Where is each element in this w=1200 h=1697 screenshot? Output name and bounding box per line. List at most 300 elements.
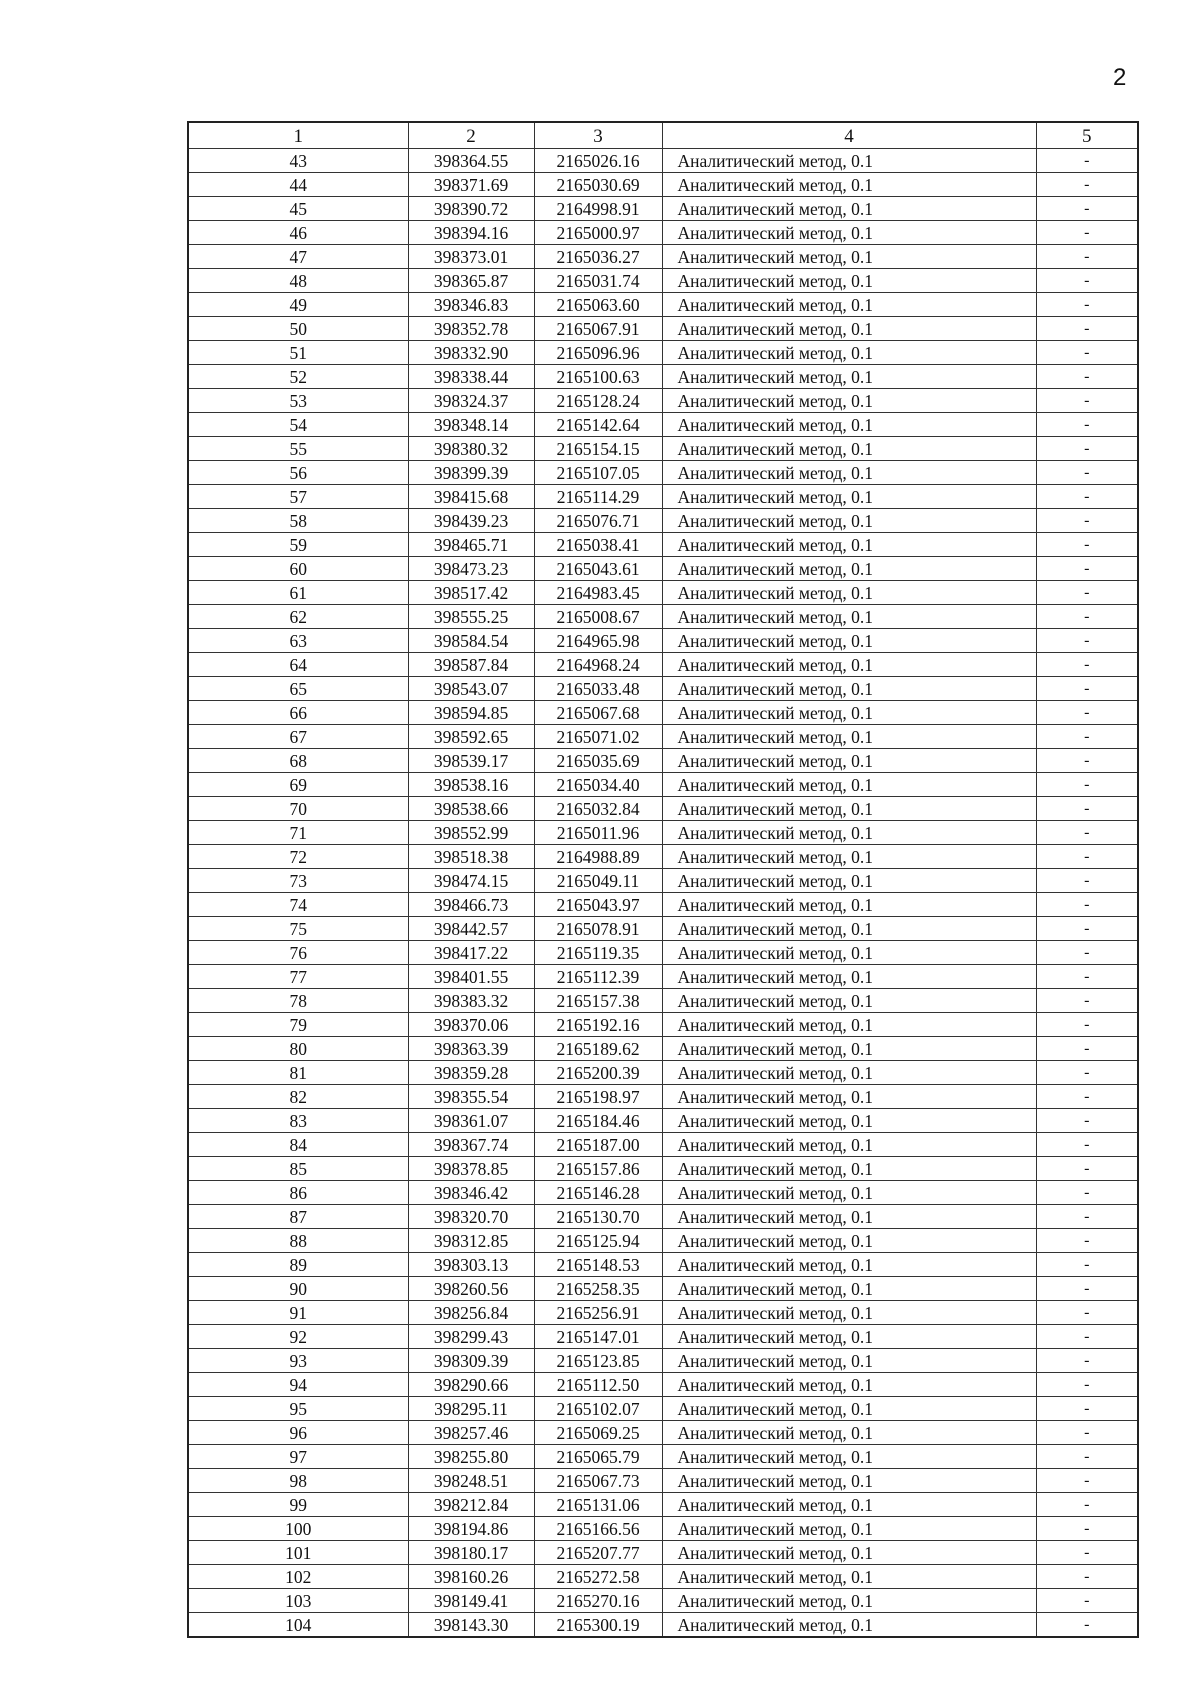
method-cell: Аналитический метод, 0.1: [662, 701, 1036, 725]
x-coordinate-cell: 398394.16: [408, 221, 534, 245]
method-cell: Аналитический метод, 0.1: [662, 581, 1036, 605]
y-coordinate-cell: 2165000.97: [534, 221, 662, 245]
method-cell: Аналитический метод, 0.1: [662, 749, 1036, 773]
note-cell: -: [1036, 341, 1138, 365]
x-coordinate-cell: 398143.30: [408, 1613, 534, 1638]
point-number-cell: 49: [188, 293, 408, 317]
note-cell: -: [1036, 221, 1138, 245]
x-coordinate-cell: 398290.66: [408, 1373, 534, 1397]
note-cell: -: [1036, 1445, 1138, 1469]
note-cell: -: [1036, 821, 1138, 845]
table-row: [188, 941, 1138, 965]
method-cell: Аналитический метод, 0.1: [662, 1109, 1036, 1133]
table-row: [188, 1181, 1138, 1205]
note-cell: -: [1036, 1469, 1138, 1493]
table-row: [188, 1613, 1138, 1638]
point-number-cell: 85: [188, 1157, 408, 1181]
x-coordinate-cell: 398594.85: [408, 701, 534, 725]
table-row: [188, 1517, 1138, 1541]
x-coordinate-cell: 398592.65: [408, 725, 534, 749]
table-row: [188, 773, 1138, 797]
point-number-cell: 87: [188, 1205, 408, 1229]
y-coordinate-cell: 2165192.16: [534, 1013, 662, 1037]
point-number-cell: 61: [188, 581, 408, 605]
table-row: [188, 1349, 1138, 1373]
x-coordinate-cell: 398371.69: [408, 173, 534, 197]
x-coordinate-cell: 398361.07: [408, 1109, 534, 1133]
method-cell: Аналитический метод, 0.1: [662, 389, 1036, 413]
x-coordinate-cell: 398584.54: [408, 629, 534, 653]
method-cell: Аналитический метод, 0.1: [662, 1373, 1036, 1397]
note-cell: -: [1036, 797, 1138, 821]
table-row: [188, 581, 1138, 605]
x-coordinate-cell: 398355.54: [408, 1085, 534, 1109]
x-coordinate-cell: 398338.44: [408, 365, 534, 389]
note-cell: -: [1036, 1133, 1138, 1157]
point-number-cell: 89: [188, 1253, 408, 1277]
method-cell: Аналитический метод, 0.1: [662, 821, 1036, 845]
x-coordinate-cell: 398473.23: [408, 557, 534, 581]
table-row: [188, 533, 1138, 557]
method-cell: Аналитический метод, 0.1: [662, 1565, 1036, 1589]
point-number-cell: 103: [188, 1589, 408, 1613]
point-number-cell: 95: [188, 1397, 408, 1421]
y-coordinate-cell: 2165300.19: [534, 1613, 662, 1638]
method-cell: Аналитический метод, 0.1: [662, 197, 1036, 221]
y-coordinate-cell: 2165011.96: [534, 821, 662, 845]
note-cell: -: [1036, 1517, 1138, 1541]
y-coordinate-cell: 2165207.77: [534, 1541, 662, 1565]
point-number-cell: 98: [188, 1469, 408, 1493]
x-coordinate-cell: 398466.73: [408, 893, 534, 917]
table-row: [188, 1325, 1138, 1349]
method-cell: Аналитический метод, 0.1: [662, 1085, 1036, 1109]
method-cell: Аналитический метод, 0.1: [662, 797, 1036, 821]
y-coordinate-cell: 2165031.74: [534, 269, 662, 293]
y-coordinate-cell: 2165131.06: [534, 1493, 662, 1517]
y-coordinate-cell: 2165033.48: [534, 677, 662, 701]
table-row: [188, 509, 1138, 533]
y-coordinate-cell: 2165100.63: [534, 365, 662, 389]
method-cell: Аналитический метод, 0.1: [662, 1061, 1036, 1085]
y-coordinate-cell: 2165256.91: [534, 1301, 662, 1325]
note-cell: -: [1036, 245, 1138, 269]
note-cell: -: [1036, 1541, 1138, 1565]
table-header: [188, 122, 1138, 149]
method-cell: Аналитический метод, 0.1: [662, 149, 1036, 173]
y-coordinate-cell: 2165272.58: [534, 1565, 662, 1589]
point-number-cell: 68: [188, 749, 408, 773]
point-number-cell: 82: [188, 1085, 408, 1109]
table-row: [188, 389, 1138, 413]
table-row: [188, 701, 1138, 725]
x-coordinate-cell: 398295.11: [408, 1397, 534, 1421]
point-number-cell: 55: [188, 437, 408, 461]
point-number-cell: 99: [188, 1493, 408, 1517]
point-number-cell: 58: [188, 509, 408, 533]
point-number-cell: 62: [188, 605, 408, 629]
point-number-cell: 91: [188, 1301, 408, 1325]
point-number-cell: 78: [188, 989, 408, 1013]
x-coordinate-cell: 398370.06: [408, 1013, 534, 1037]
method-cell: Аналитический метод, 0.1: [662, 1397, 1036, 1421]
note-cell: -: [1036, 437, 1138, 461]
point-number-cell: 44: [188, 173, 408, 197]
note-cell: -: [1036, 149, 1138, 173]
point-number-cell: 65: [188, 677, 408, 701]
table-row: [188, 1589, 1138, 1613]
method-cell: Аналитический метод, 0.1: [662, 869, 1036, 893]
method-cell: Аналитический метод, 0.1: [662, 1493, 1036, 1517]
table-row: [188, 293, 1138, 317]
note-cell: -: [1036, 869, 1138, 893]
x-coordinate-cell: 398346.83: [408, 293, 534, 317]
note-cell: -: [1036, 1613, 1138, 1638]
table-row: [188, 245, 1138, 269]
note-cell: -: [1036, 293, 1138, 317]
table-row: [188, 797, 1138, 821]
x-coordinate-cell: 398465.71: [408, 533, 534, 557]
x-coordinate-cell: 398517.42: [408, 581, 534, 605]
note-cell: -: [1036, 1229, 1138, 1253]
y-coordinate-cell: 2165038.41: [534, 533, 662, 557]
method-cell: Аналитический метод, 0.1: [662, 485, 1036, 509]
x-coordinate-cell: 398380.32: [408, 437, 534, 461]
note-cell: -: [1036, 413, 1138, 437]
point-number-cell: 60: [188, 557, 408, 581]
method-cell: Аналитический метод, 0.1: [662, 1253, 1036, 1277]
point-number-cell: 51: [188, 341, 408, 365]
table-row: [188, 461, 1138, 485]
table-row: [188, 485, 1138, 509]
note-cell: -: [1036, 1253, 1138, 1277]
method-cell: Аналитический метод, 0.1: [662, 893, 1036, 917]
x-coordinate-cell: 398363.39: [408, 1037, 534, 1061]
y-coordinate-cell: 2165067.91: [534, 317, 662, 341]
note-cell: -: [1036, 197, 1138, 221]
y-coordinate-cell: 2165258.35: [534, 1277, 662, 1301]
table-row: [188, 173, 1138, 197]
method-cell: Аналитический метод, 0.1: [662, 509, 1036, 533]
table-row: [188, 725, 1138, 749]
note-cell: -: [1036, 1493, 1138, 1517]
x-coordinate-cell: 398587.84: [408, 653, 534, 677]
table-row: [188, 557, 1138, 581]
y-coordinate-cell: 2165026.16: [534, 149, 662, 173]
table-row: [188, 821, 1138, 845]
y-coordinate-cell: 2165154.15: [534, 437, 662, 461]
note-cell: -: [1036, 461, 1138, 485]
method-cell: Аналитический метод, 0.1: [662, 1349, 1036, 1373]
y-coordinate-cell: 2165008.67: [534, 605, 662, 629]
note-cell: -: [1036, 1109, 1138, 1133]
y-coordinate-cell: 2165034.40: [534, 773, 662, 797]
y-coordinate-cell: 2165096.96: [534, 341, 662, 365]
table-row: [188, 341, 1138, 365]
table-row: [188, 845, 1138, 869]
table-row: [188, 869, 1138, 893]
method-cell: Аналитический метод, 0.1: [662, 629, 1036, 653]
point-number-cell: 75: [188, 917, 408, 941]
point-number-cell: 102: [188, 1565, 408, 1589]
point-number-cell: 52: [188, 365, 408, 389]
y-coordinate-cell: 2165035.69: [534, 749, 662, 773]
table-row: [188, 1013, 1138, 1037]
x-coordinate-cell: 398417.22: [408, 941, 534, 965]
note-cell: -: [1036, 749, 1138, 773]
note-cell: -: [1036, 533, 1138, 557]
method-cell: Аналитический метод, 0.1: [662, 533, 1036, 557]
point-number-cell: 69: [188, 773, 408, 797]
point-number-cell: 94: [188, 1373, 408, 1397]
table-row: [188, 317, 1138, 341]
x-coordinate-cell: 398260.56: [408, 1277, 534, 1301]
y-coordinate-cell: 2165125.94: [534, 1229, 662, 1253]
method-cell: Аналитический метод, 0.1: [662, 845, 1036, 869]
table-row: [188, 1229, 1138, 1253]
method-cell: Аналитический метод, 0.1: [662, 1205, 1036, 1229]
y-coordinate-cell: 2165107.05: [534, 461, 662, 485]
table-row: [188, 917, 1138, 941]
point-number-cell: 53: [188, 389, 408, 413]
table-row: [188, 1037, 1138, 1061]
y-coordinate-cell: 2164968.24: [534, 653, 662, 677]
header-cell-4: 4: [662, 122, 1036, 149]
table-row: [188, 1205, 1138, 1229]
x-coordinate-cell: 398543.07: [408, 677, 534, 701]
point-number-cell: 101: [188, 1541, 408, 1565]
point-number-cell: 74: [188, 893, 408, 917]
point-number-cell: 70: [188, 797, 408, 821]
point-number-cell: 104: [188, 1613, 408, 1638]
y-coordinate-cell: 2165146.28: [534, 1181, 662, 1205]
table-row: [188, 1109, 1138, 1133]
note-cell: -: [1036, 701, 1138, 725]
x-coordinate-cell: 398538.66: [408, 797, 534, 821]
table-row: [188, 1253, 1138, 1277]
note-cell: -: [1036, 173, 1138, 197]
method-cell: Аналитический метод, 0.1: [662, 653, 1036, 677]
x-coordinate-cell: 398352.78: [408, 317, 534, 341]
point-number-cell: 46: [188, 221, 408, 245]
x-coordinate-cell: 398194.86: [408, 1517, 534, 1541]
point-number-cell: 88: [188, 1229, 408, 1253]
table-row: [188, 1493, 1138, 1517]
y-coordinate-cell: 2164998.91: [534, 197, 662, 221]
method-cell: Аналитический метод, 0.1: [662, 1133, 1036, 1157]
method-cell: Аналитический метод, 0.1: [662, 1301, 1036, 1325]
y-coordinate-cell: 2165078.91: [534, 917, 662, 941]
x-coordinate-cell: 398257.46: [408, 1421, 534, 1445]
table-row: [188, 629, 1138, 653]
y-coordinate-cell: 2165187.00: [534, 1133, 662, 1157]
note-cell: -: [1036, 1325, 1138, 1349]
y-coordinate-cell: 2165114.29: [534, 485, 662, 509]
x-coordinate-cell: 398373.01: [408, 245, 534, 269]
point-number-cell: 83: [188, 1109, 408, 1133]
y-coordinate-cell: 2165036.27: [534, 245, 662, 269]
note-cell: -: [1036, 845, 1138, 869]
table-row: [188, 893, 1138, 917]
x-coordinate-cell: 398348.14: [408, 413, 534, 437]
method-cell: Аналитический метод, 0.1: [662, 1589, 1036, 1613]
point-number-cell: 80: [188, 1037, 408, 1061]
point-number-cell: 81: [188, 1061, 408, 1085]
coordinates-table: [187, 121, 1139, 1638]
x-coordinate-cell: 398256.84: [408, 1301, 534, 1325]
point-number-cell: 76: [188, 941, 408, 965]
note-cell: -: [1036, 317, 1138, 341]
point-number-cell: 72: [188, 845, 408, 869]
method-cell: Аналитический метод, 0.1: [662, 1229, 1036, 1253]
method-cell: Аналитический метод, 0.1: [662, 461, 1036, 485]
header-row: [188, 122, 1138, 149]
table-row: [188, 653, 1138, 677]
y-coordinate-cell: 2165119.35: [534, 941, 662, 965]
method-cell: Аналитический метод, 0.1: [662, 1037, 1036, 1061]
method-cell: Аналитический метод, 0.1: [662, 917, 1036, 941]
point-number-cell: 90: [188, 1277, 408, 1301]
method-cell: Аналитический метод, 0.1: [662, 245, 1036, 269]
method-cell: Аналитический метод, 0.1: [662, 221, 1036, 245]
method-cell: Аналитический метод, 0.1: [662, 557, 1036, 581]
x-coordinate-cell: 398255.80: [408, 1445, 534, 1469]
method-cell: Аналитический метод, 0.1: [662, 437, 1036, 461]
y-coordinate-cell: 2165200.39: [534, 1061, 662, 1085]
table-row: [188, 437, 1138, 461]
note-cell: -: [1036, 653, 1138, 677]
note-cell: -: [1036, 629, 1138, 653]
point-number-cell: 92: [188, 1325, 408, 1349]
note-cell: -: [1036, 917, 1138, 941]
y-coordinate-cell: 2165142.64: [534, 413, 662, 437]
x-coordinate-cell: 398365.87: [408, 269, 534, 293]
point-number-cell: 59: [188, 533, 408, 557]
method-cell: Аналитический метод, 0.1: [662, 1325, 1036, 1349]
table-row: [188, 1085, 1138, 1109]
y-coordinate-cell: 2165049.11: [534, 869, 662, 893]
note-cell: -: [1036, 989, 1138, 1013]
note-cell: -: [1036, 557, 1138, 581]
table-row: [188, 1133, 1138, 1157]
note-cell: -: [1036, 1277, 1138, 1301]
point-number-cell: 63: [188, 629, 408, 653]
x-coordinate-cell: 398332.90: [408, 341, 534, 365]
x-coordinate-cell: 398212.84: [408, 1493, 534, 1517]
x-coordinate-cell: 398538.16: [408, 773, 534, 797]
x-coordinate-cell: 398442.57: [408, 917, 534, 941]
y-coordinate-cell: 2165189.62: [534, 1037, 662, 1061]
x-coordinate-cell: 398309.39: [408, 1349, 534, 1373]
y-coordinate-cell: 2165157.86: [534, 1157, 662, 1181]
note-cell: -: [1036, 509, 1138, 533]
note-cell: -: [1036, 1181, 1138, 1205]
x-coordinate-cell: 398552.99: [408, 821, 534, 845]
point-number-cell: 50: [188, 317, 408, 341]
note-cell: -: [1036, 1589, 1138, 1613]
x-coordinate-cell: 398303.13: [408, 1253, 534, 1277]
point-number-cell: 96: [188, 1421, 408, 1445]
y-coordinate-cell: 2165128.24: [534, 389, 662, 413]
table-row: [188, 1565, 1138, 1589]
note-cell: -: [1036, 893, 1138, 917]
y-coordinate-cell: 2165166.56: [534, 1517, 662, 1541]
method-cell: Аналитический метод, 0.1: [662, 1613, 1036, 1638]
x-coordinate-cell: 398518.38: [408, 845, 534, 869]
method-cell: Аналитический метод, 0.1: [662, 1469, 1036, 1493]
y-coordinate-cell: 2165270.16: [534, 1589, 662, 1613]
x-coordinate-cell: 398401.55: [408, 965, 534, 989]
point-number-cell: 86: [188, 1181, 408, 1205]
point-number-cell: 47: [188, 245, 408, 269]
method-cell: Аналитический метод, 0.1: [662, 365, 1036, 389]
point-number-cell: 100: [188, 1517, 408, 1541]
method-cell: Аналитический метод, 0.1: [662, 341, 1036, 365]
y-coordinate-cell: 2165065.79: [534, 1445, 662, 1469]
x-coordinate-cell: 398359.28: [408, 1061, 534, 1085]
note-cell: -: [1036, 1373, 1138, 1397]
table-row: [188, 965, 1138, 989]
x-coordinate-cell: 398312.85: [408, 1229, 534, 1253]
table-body: [188, 149, 1138, 1638]
x-coordinate-cell: 398346.42: [408, 1181, 534, 1205]
note-cell: -: [1036, 965, 1138, 989]
note-cell: -: [1036, 773, 1138, 797]
y-coordinate-cell: 2165147.01: [534, 1325, 662, 1349]
point-number-cell: 71: [188, 821, 408, 845]
x-coordinate-cell: 398474.15: [408, 869, 534, 893]
note-cell: -: [1036, 389, 1138, 413]
table-row: [188, 269, 1138, 293]
note-cell: -: [1036, 1565, 1138, 1589]
method-cell: Аналитический метод, 0.1: [662, 1181, 1036, 1205]
point-number-cell: 48: [188, 269, 408, 293]
x-coordinate-cell: 398390.72: [408, 197, 534, 221]
x-coordinate-cell: 398539.17: [408, 749, 534, 773]
x-coordinate-cell: 398149.41: [408, 1589, 534, 1613]
table-row: [188, 1061, 1138, 1085]
table-row: [188, 605, 1138, 629]
note-cell: -: [1036, 1157, 1138, 1181]
method-cell: Аналитический метод, 0.1: [662, 1445, 1036, 1469]
note-cell: -: [1036, 269, 1138, 293]
y-coordinate-cell: 2165043.61: [534, 557, 662, 581]
table-row: [188, 1301, 1138, 1325]
method-cell: Аналитический метод, 0.1: [662, 173, 1036, 197]
method-cell: Аналитический метод, 0.1: [662, 725, 1036, 749]
x-coordinate-cell: 398324.37: [408, 389, 534, 413]
point-number-cell: 97: [188, 1445, 408, 1469]
note-cell: -: [1036, 605, 1138, 629]
x-coordinate-cell: 398399.39: [408, 461, 534, 485]
method-cell: Аналитический метод, 0.1: [662, 1013, 1036, 1037]
table-row: [188, 1157, 1138, 1181]
note-cell: -: [1036, 1061, 1138, 1085]
x-coordinate-cell: 398378.85: [408, 1157, 534, 1181]
table-row: [188, 1469, 1138, 1493]
y-coordinate-cell: 2164988.89: [534, 845, 662, 869]
header-cell-2: 2: [408, 122, 534, 149]
x-coordinate-cell: 398439.23: [408, 509, 534, 533]
y-coordinate-cell: 2165102.07: [534, 1397, 662, 1421]
table-row: [188, 677, 1138, 701]
y-coordinate-cell: 2164965.98: [534, 629, 662, 653]
header-cell-1: 1: [188, 122, 408, 149]
y-coordinate-cell: 2165030.69: [534, 173, 662, 197]
y-coordinate-cell: 2165032.84: [534, 797, 662, 821]
note-cell: -: [1036, 365, 1138, 389]
y-coordinate-cell: 2165198.97: [534, 1085, 662, 1109]
